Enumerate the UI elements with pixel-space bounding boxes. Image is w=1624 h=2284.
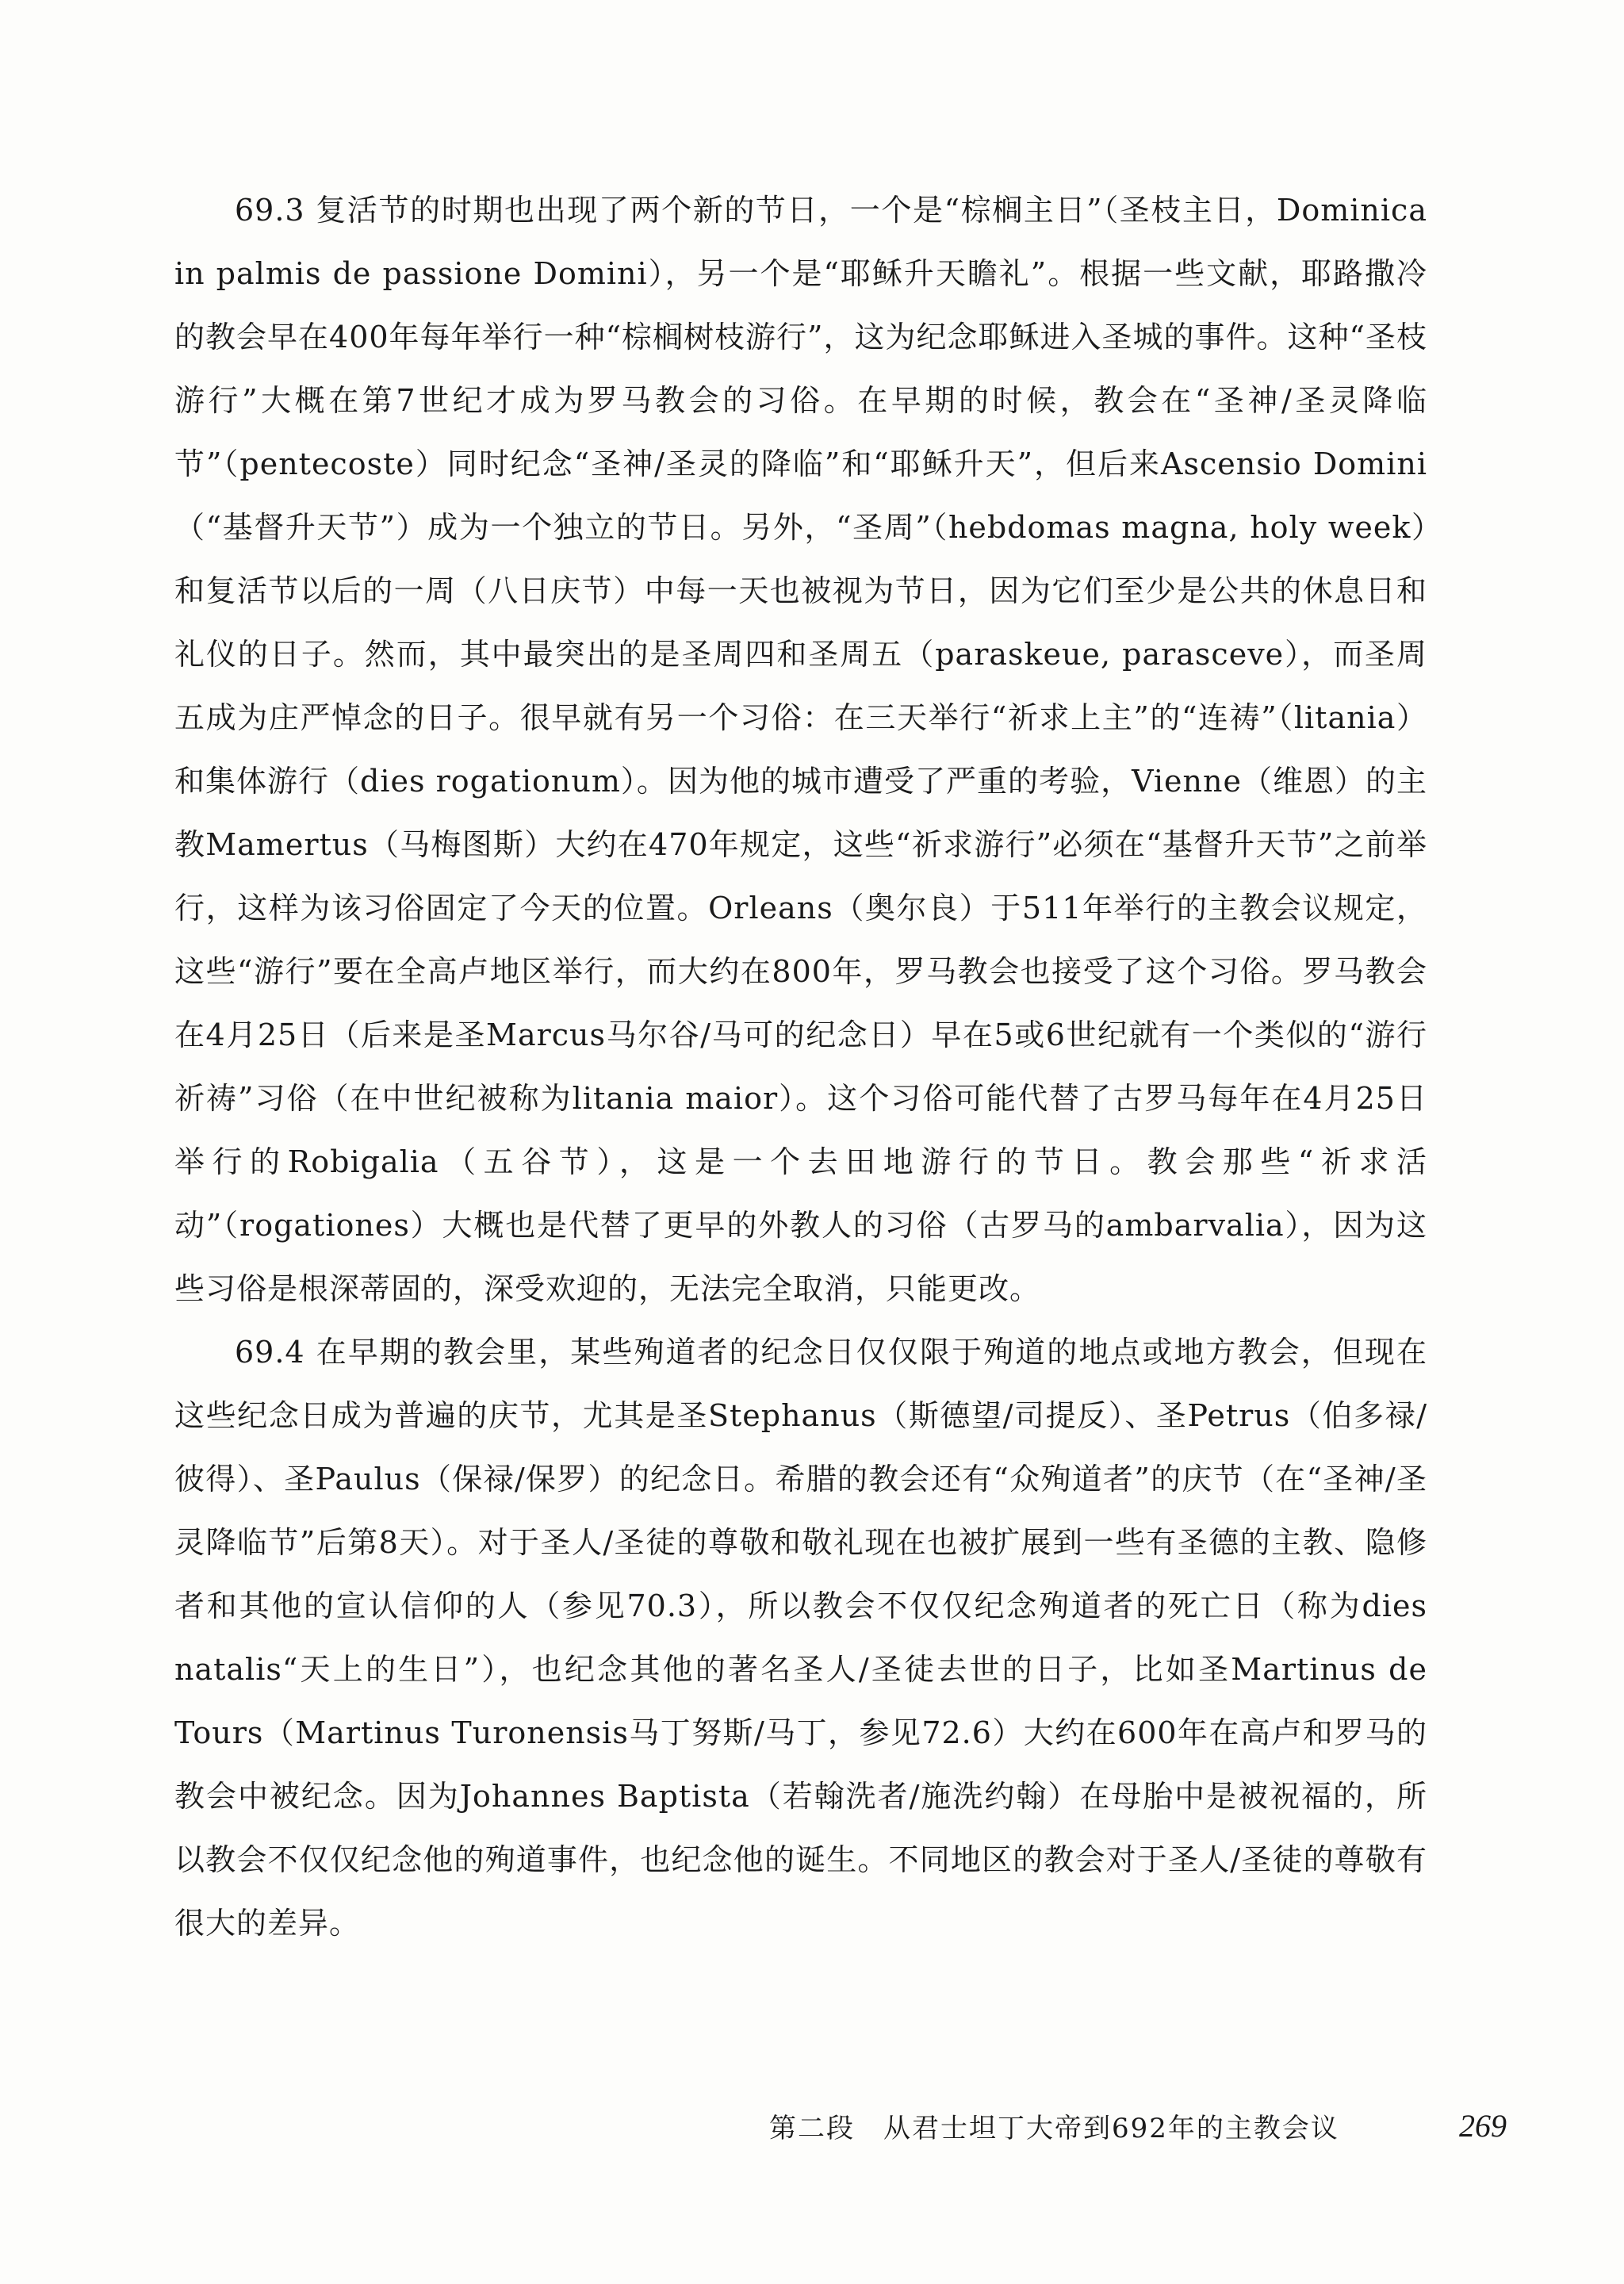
paragraph-69-3: 69.3 复活节的时期也出现了两个新的节日，一个是“棕榈主日”（圣枝主日，Dominica in palmis de passione Domini），另一个是“耶稣升天瞻礼”。根据一些文献，耶路撒冷的教会早在400年每年举行一种“棕榈树枝游行”，这为纪念耶稣进入圣城的事件。这种“圣枝游行”大概在第7世纪才成为罗马教会的习俗。在早期的时候，教会在“圣神/圣灵降临节”（pentecoste）同时纪念“圣神/圣灵的降临”和“耶稣升天”，但后来Ascensio Domini（“基督升天节”）成为一个独立的节日。另外，“圣周”（hebdomas magna, holy week）和复活节以后的一周（八日庆节）中每一天也被视为节日，因为它们至少是公共的休息日和礼仪的日子。然而，其中最突出的是圣周四和圣周五（paraskeue, parasceve），而圣周五成为庄严悼念的日子。很早就有另一个习俗：在三天举行“祈求上主”的“连祷”（litania）和集体游行（dies rogationum）。因为他的城市遭受了严重的考验，Vienne（维恩）的主教Mamertus（马梅图斯）大约在470年规定，这些“祈求游行”必须在“基督升天节”之前举行，这样为该习俗固定了今天的位置。Orleans（奥尔良）于511年举行的主教会议规定，这些“游行”要在全高卢地区举行，而大约在800年，罗马教会也接受了这个习俗。罗马教会在4月25日（后来是圣Marcus马尔谷/马可的纪念日）早在5或6世纪就有一个类似的“游行祈祷”习俗（在中世纪被称为litania maior）。这个习俗可能代替了古罗马每年在4月25日举行的Robigalia（五谷节），这是一个去田地游行的节日。教会那些“祈求活动”（rogationes）大概也是代替了更早的外教人的习俗（古罗马的ambarvalia），因为这些习俗是根深蒂固的，深受欢迎的，无法完全取消，只能更改。 — [174, 193, 1427, 1306]
body-text — [174, 178, 1427, 1955]
running-head: 第二段 从君士坦丁大帝到692年的主教会议 — [769, 2112, 1339, 2144]
page-footer — [769, 2102, 1507, 2149]
page-number: 269 — [1459, 2107, 1507, 2144]
paragraph-69-4: 69.4 在早期的教会里，某些殉道者的纪念日仅仅限于殉道的地点或地方教会，但现在这些纪念日成为普遍的庆节，尤其是圣Stephanus（斯德望/司提反）、圣Petrus（伯多禄/彼得）、圣Paulus（保禄/保罗）的纪念日。希腊的教会还有“众殉道者”的庆节（在“圣神/圣灵降临节”后第8天）。对于圣人/圣徒的尊敬和敬礼现在也被扩展到一些有圣德的主教、隐修者和其他的宣认信仰的人（参见70.3），所以教会不仅仅纪念殉道者的死亡日（称为dies natalis“天上的生日”），也纪念其他的著名圣人/圣徒去世的日子，比如圣Martinus de Tours（Martinus Turonensis马丁努斯/马丁，参见72.6）大约在600年在高卢和罗马的教会中被纪念。因为Johannes Baptista（若翰洗者/施洗约翰）在母胎中是被祝福的，所以教会不仅仅纪念他的殉道事件，也纪念他的诞生。不同地区的教会对于圣人/圣徒的尊敬有很大的差异。 — [174, 1335, 1427, 1941]
